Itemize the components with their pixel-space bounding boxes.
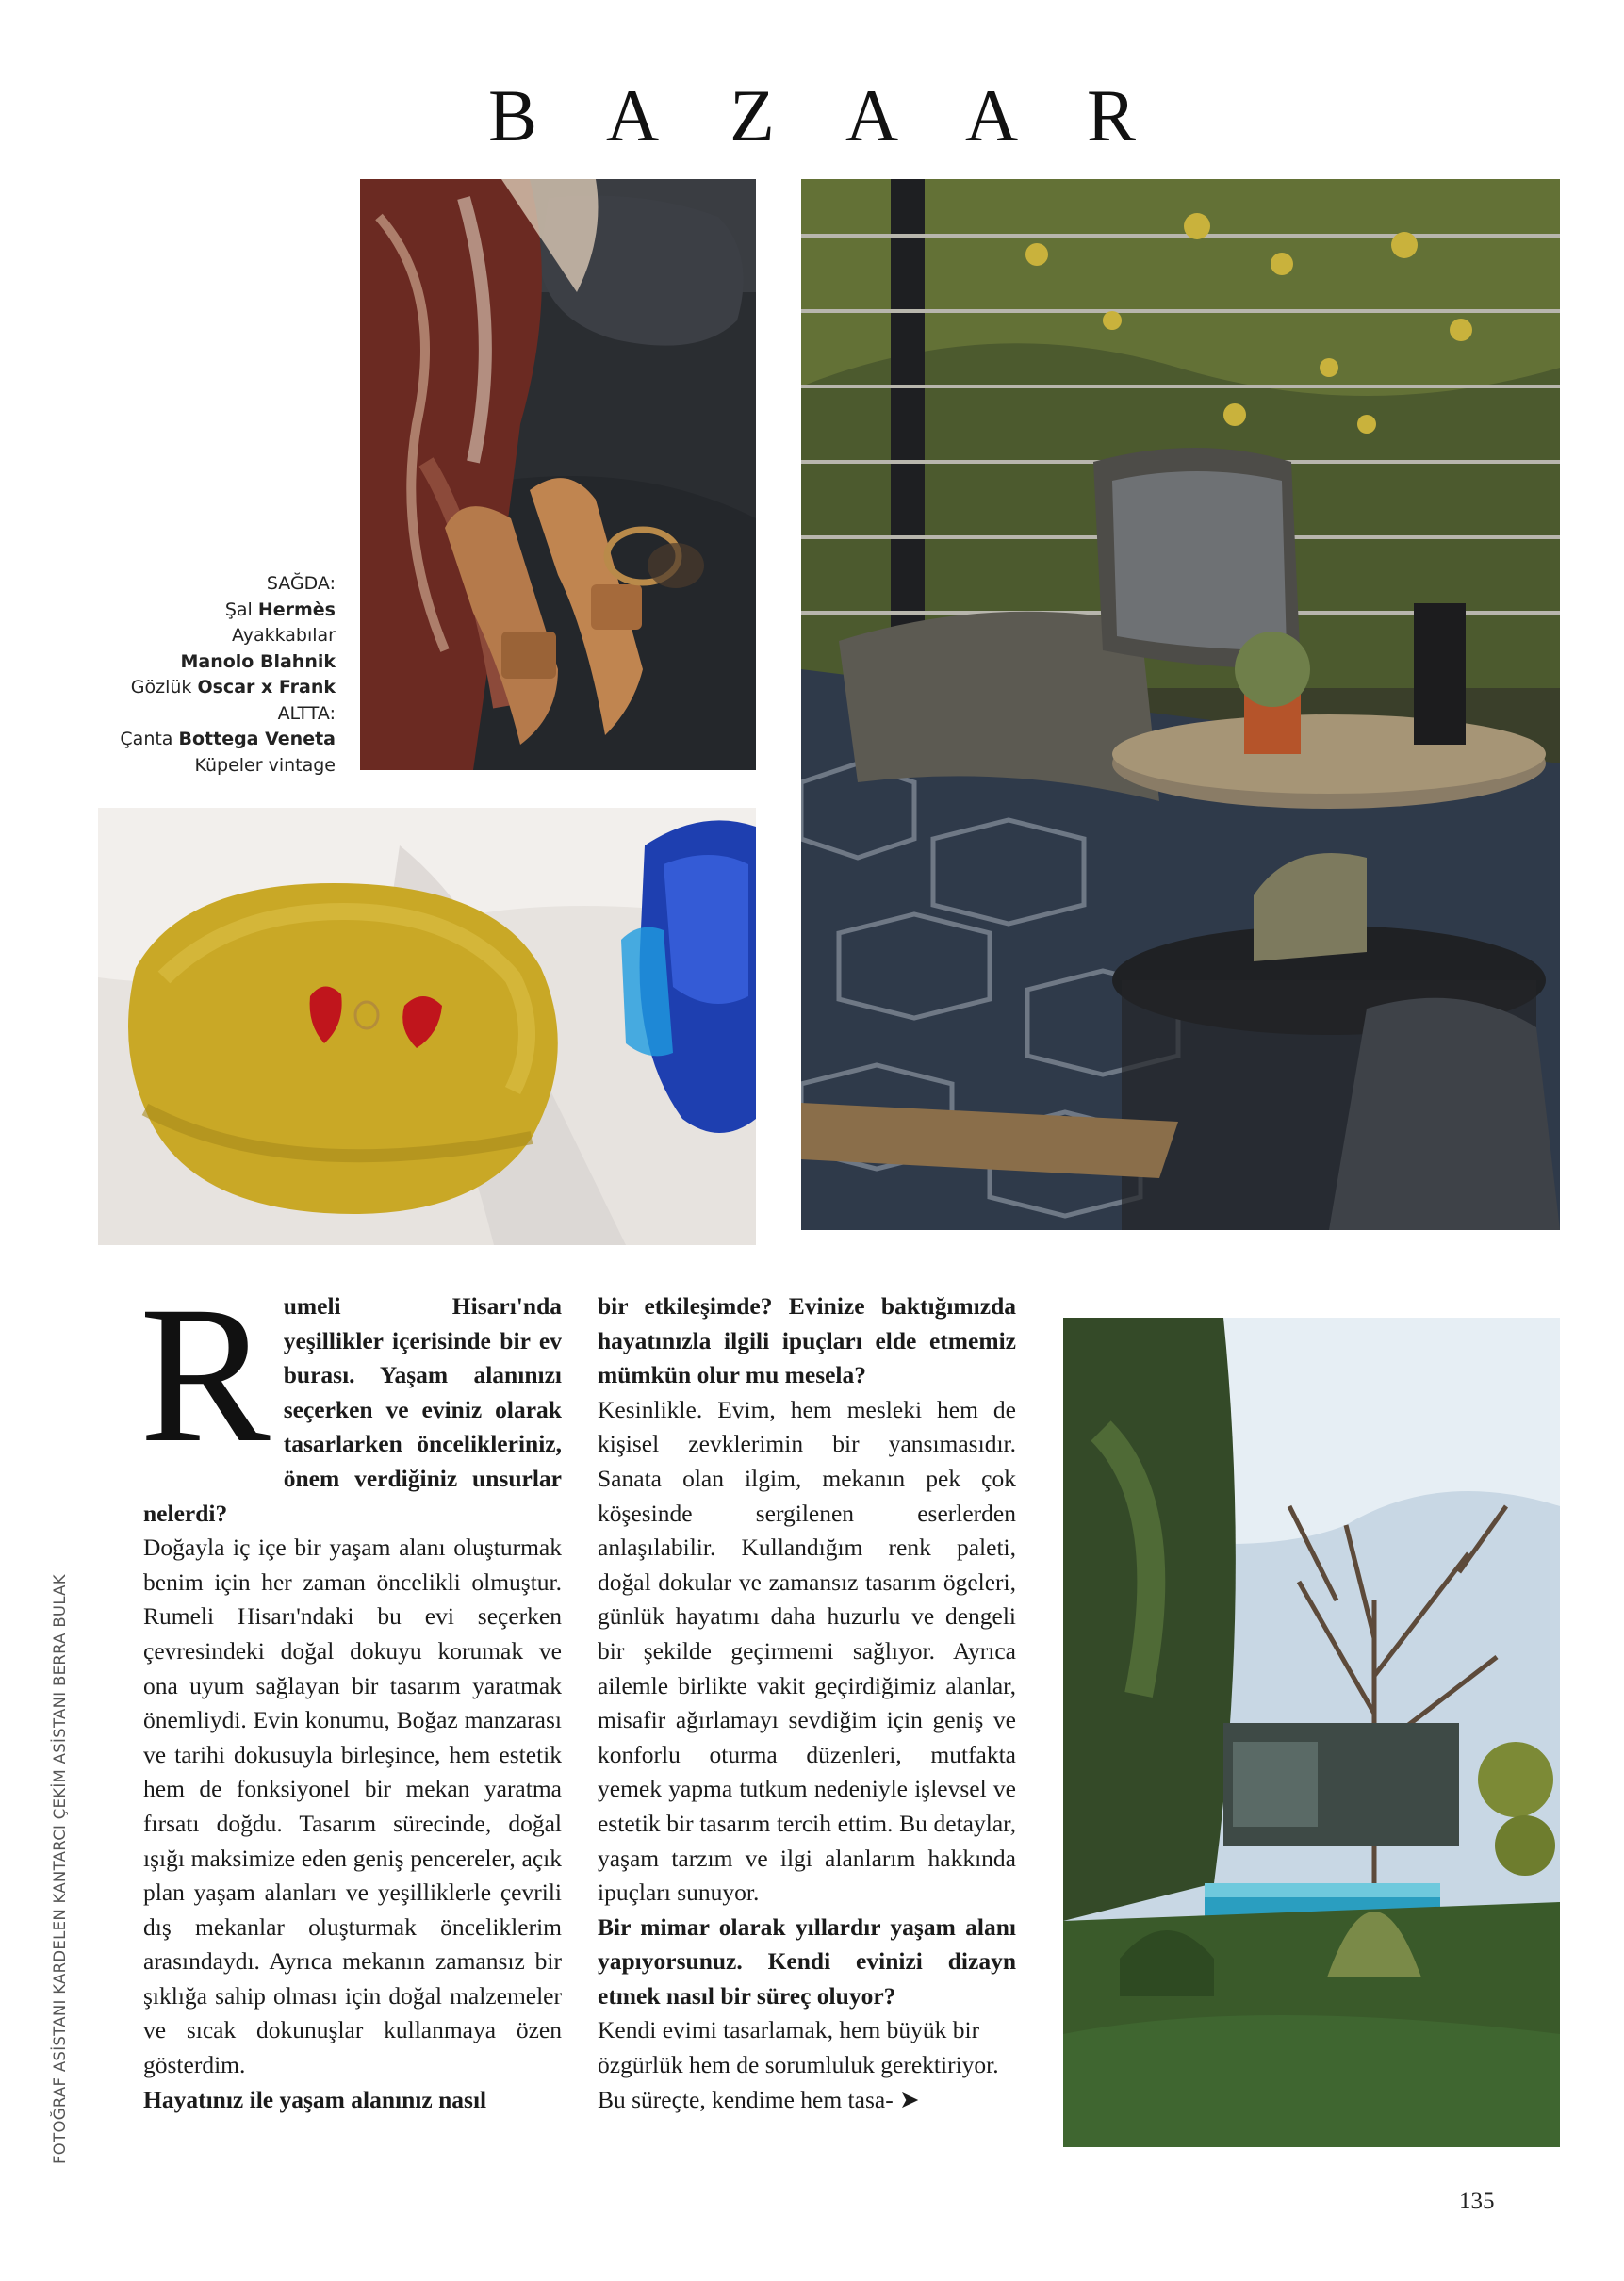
article-column-1 <box>139 1266 562 2117</box>
question-3: Bir mimar olarak yıllardır yaşam alanı yapıyorsunuz. Kendi evinizi dizayn etmek nasıl bir süreç oluyor? <box>598 1912 1016 2010</box>
masthead-letter: B <box>487 74 538 156</box>
masthead-letter: A <box>845 74 899 156</box>
masthead-letter: Z <box>730 74 775 156</box>
answer-1: Doğayla iç içe bir yaşam alanı oluşturmak benim için her zaman öncelikli olmuştur. Rumeli Hisarı'ndaki bu evi seçerken çevresindeki doğal dokuyu korumak ve ona uyum sağlayan bir tasarım yaratmak önemliydi. Evin konumu, Boğaz manzarası ve tarihi dokusuyla birleşince, hem estetik hem de fonksiyonel bir mekan yaratma fırsatı doğdu. Tasarım sürecinde, doğal ışığı maksimize eden geniş pencereler, açık plan yaşam alanları ve yeşilliklerle çevrili dış mekanlar oluşturmak önceliklerim arasındaydı. Ayrıca mekanın zamansız bir şıklığa sahip olması için doğal malzemeler ve sıcak dokunuşlar kullanmaya özen gösterdim. <box>143 1534 562 2079</box>
caption-line: Manolo Blahnik <box>180 650 336 672</box>
bag-photo <box>98 808 756 1245</box>
page-number: 135 <box>1459 2189 1495 2214</box>
caption-line: ALTTA: <box>277 702 336 724</box>
continue-arrow-icon: ➤ <box>899 2085 920 2113</box>
masthead-letter: A <box>964 74 1019 156</box>
photo-credit: FOTOĞRAF ASİSTANI KARDELEN KANTARCI ÇEKİM ASİSTANI BERRA BULAK <box>51 1574 69 2164</box>
caption-line: Gözlük Oscar x Frank <box>130 677 336 697</box>
drop-cap: R <box>139 1266 271 1483</box>
masthead-letter: R <box>1086 74 1137 156</box>
garden-photo <box>1063 1318 1560 2147</box>
photo-caption <box>85 571 336 779</box>
masthead <box>0 74 1624 158</box>
terrace-photo <box>801 179 1560 1230</box>
caption-line: Çanta Bottega Veneta <box>120 729 336 749</box>
answer-2: Kesinlikle. Evim, hem mesleki hem de kişisel zevklerimin bir yansımasıdır. Sanata olan ilgim, mekanın pek çok köşesinde sergilenen eserlerden anlaşılabilir. Kullandığım renk paleti, doğal dokular ve zamansız tasarım ögeleri, günlük hayatımı daha huzurlu ve dengeli bir şekilde geçirmemi sağlıyor. Ayrıca ailemle birlikte vakit geçirdiğimiz alanlar, misafir ağırlamayı sevdiğim için geniş ve konforlu oturma düzenleri, mutfakta yemek yapma tutkum nedeniyle işlevsel ve estetik bir tasarım tercih ettim. Bu detaylar, yaşam tarzım ve ilgi alanlarım hakkında ipuçları sunuyor. <box>598 1395 1016 1907</box>
answer-3: Kendi evimi tasarlamak, hem büyük bir özgürlük hem de sorumluluk gerektiriyor. Bu süreçte, kendime hem tasa- ➤ <box>598 2016 999 2113</box>
article-column-2 <box>598 1289 1016 2117</box>
question-2-part-2: bir etkileşimde? Evinize baktığımızda hayatınızla ilgili ipuçları elde etmemiz mümkün olur mu mesela? <box>598 1292 1016 1389</box>
shoes-photo <box>360 179 756 770</box>
question-1: umeli Hisarı'nda yeşillikler içerisinde bir ev burası. Yaşam alanınızı seçerken ve eviniz olarak tasarlarken öncelikleriniz, önem verdiğiniz unsurlar nelerdi? <box>143 1292 562 1527</box>
caption-line: Küpeler vintage <box>194 754 336 776</box>
caption-line: Ayakkabılar <box>232 625 336 646</box>
question-2-part-1: Hayatınız ile yaşam alanınız nasıl <box>143 2085 487 2113</box>
masthead-letter: A <box>605 74 660 156</box>
caption-line: SAĞDA: <box>266 573 336 594</box>
caption-line: Şal Hermès <box>224 599 336 620</box>
